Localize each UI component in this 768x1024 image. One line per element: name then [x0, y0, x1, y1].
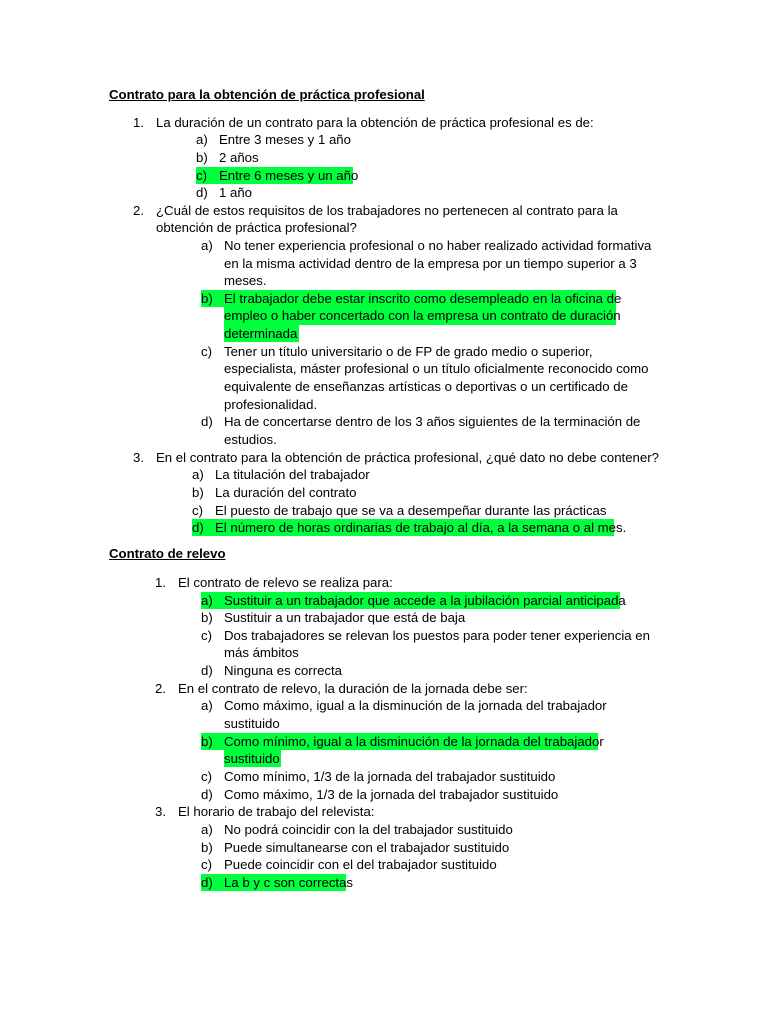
option-text: Como máximo, 1/3 de la jornada del trabajador sustituido — [224, 787, 559, 802]
section-title: Contrato de relevo — [109, 546, 226, 561]
option-label: d) — [201, 787, 213, 802]
option-label: d) — [192, 520, 204, 535]
option-label: b) — [201, 291, 213, 306]
question-text: obtención de práctica profesional? — [156, 220, 357, 235]
option-label: c) — [201, 344, 212, 359]
option-label: a) — [201, 593, 213, 608]
option-label: a) — [201, 822, 213, 837]
option-text: Como mínimo, 1/3 de la jornada del trabajador sustituido — [224, 769, 556, 784]
option-label: d) — [201, 875, 213, 890]
option-text-correct: Sustituir a un trabajador que accede a la jubilación parcial anticipada — [224, 593, 626, 608]
option-label: b) — [201, 840, 213, 855]
question-text: En el contrato de relevo, la duración de la jornada debe ser: — [178, 681, 528, 696]
option-text: Tener un título universitario o de FP de grado medio o superior, — [224, 344, 593, 359]
option-label: a) — [201, 698, 213, 713]
option-text-correct: El número de horas ordinarias de trabajo al día, a la semana o al mes. — [215, 520, 627, 535]
option-text: meses. — [224, 273, 267, 288]
option-text: Puede coincidir con el del trabajador sustituido — [224, 857, 497, 872]
option-text-correct: determinada — [224, 326, 298, 341]
option-text: sustituido — [224, 716, 280, 731]
option-text: No podrá coincidir con la del trabajador sustituido — [224, 822, 513, 837]
option-text: Ninguna es correcta — [224, 663, 343, 678]
question-text: El horario de trabajo del relevista: — [178, 804, 375, 819]
option-text-correct: Como mínimo, igual a la disminución de la jornada del trabajador — [224, 734, 604, 749]
question-number: 3. — [133, 450, 144, 465]
option-text: Ha de concertarse dentro de los 3 años siguientes de la terminación de — [224, 414, 641, 429]
option-label: c) — [201, 628, 212, 643]
option-text: No tener experiencia profesional o no haber realizado actividad formativa — [224, 238, 652, 253]
option-text-correct: empleo o haber concertado con la empresa un contrato de duración — [224, 308, 621, 323]
option-label: c) — [192, 503, 203, 518]
option-text: especialista, máster profesional o un título oficialmente reconocido como — [224, 361, 649, 376]
question-number: 2. — [133, 203, 144, 218]
option-text-correct: El trabajador debe estar inscrito como desempleado en la oficina de — [224, 291, 622, 306]
option-label: c) — [196, 168, 207, 183]
option-label: b) — [196, 150, 208, 165]
option-text-correct: La b y c son correctas — [224, 875, 354, 890]
option-label: b) — [201, 734, 213, 749]
question-number: 3. — [155, 804, 166, 819]
option-text-correct: Entre 6 meses y un año — [219, 168, 359, 183]
option-text: El puesto de trabajo que se va a desempeñar durante las prácticas — [215, 503, 607, 518]
question-text: El contrato de relevo se realiza para: — [178, 575, 393, 590]
question-number: 1. — [133, 115, 144, 130]
option-text-correct: sustituido — [224, 751, 280, 766]
section-title: Contrato para la obtención de práctica profesional — [109, 87, 425, 102]
option-label: a) — [201, 238, 213, 253]
option-text: 2 años — [219, 150, 259, 165]
option-text: equivalente de enseñanzas artísticas o deportivas o un certificado de — [224, 379, 628, 394]
question-text: ¿Cuál de estos requisitos de los trabajadores no pertenecen al contrato para la — [156, 203, 618, 218]
option-text: Puede simultanearse con el trabajador sustituido — [224, 840, 510, 855]
question-text: En el contrato para la obtención de práctica profesional, ¿qué dato no debe contener? — [156, 450, 659, 465]
option-text: Entre 3 meses y 1 año — [219, 132, 351, 147]
question-number: 2. — [155, 681, 166, 696]
option-text: La titulación del trabajador — [215, 467, 370, 482]
option-text: Como máximo, igual a la disminución de la jornada del trabajador — [224, 698, 607, 713]
option-label: c) — [201, 769, 212, 784]
option-text: más ámbitos — [224, 645, 299, 660]
option-label: c) — [201, 857, 212, 872]
option-text: Dos trabajadores se relevan los puestos para poder tener experiencia en — [224, 628, 650, 643]
option-text: La duración del contrato — [215, 485, 357, 500]
option-text: Sustituir a un trabajador que está de baja — [224, 610, 466, 625]
option-text: en la misma actividad dentro de la empresa por un tiempo superior a 3 — [224, 256, 637, 271]
option-text: profesionalidad. — [224, 397, 318, 412]
option-label: d) — [201, 663, 213, 678]
option-text: estudios. — [224, 432, 277, 447]
option-label: b) — [201, 610, 213, 625]
option-label: a) — [196, 132, 208, 147]
question-number: 1. — [155, 575, 166, 590]
option-label: b) — [192, 485, 204, 500]
option-label: d) — [196, 185, 208, 200]
question-text: La duración de un contrato para la obtención de práctica profesional es de: — [156, 115, 594, 130]
option-label: a) — [192, 467, 204, 482]
option-text: 1 año — [219, 185, 253, 200]
option-label: d) — [201, 414, 213, 429]
